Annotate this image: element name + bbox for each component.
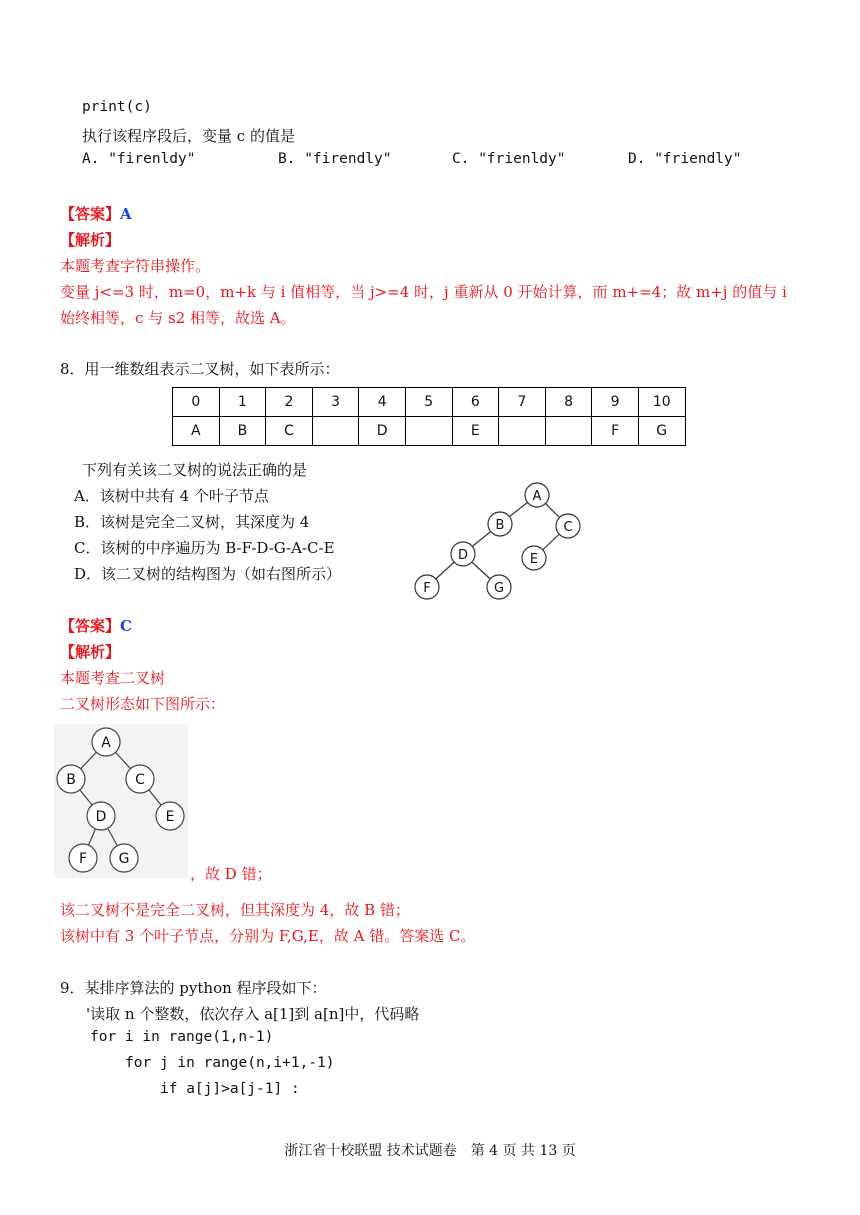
tree-diagram-analysis xyxy=(54,724,188,878)
answer-value: C xyxy=(120,617,132,635)
table-row-values xyxy=(173,417,686,446)
answer-tag: 【答案】 xyxy=(60,205,121,223)
tree-node-label: E xyxy=(165,809,175,825)
q8-option-d: D．该二叉树的结构图为（如右图所示） xyxy=(74,565,342,583)
q9-code-line-for-i: for i in range(1,n-1) xyxy=(90,1029,274,1045)
q8-stem: 下列有关该二叉树的说法正确的是 xyxy=(82,461,308,479)
q8-option-b: B．该树是完全二叉树，其深度为 4 xyxy=(74,513,310,531)
table-cell: F xyxy=(592,417,639,446)
tree-node-label: C xyxy=(563,520,573,535)
table-cell: B xyxy=(219,417,266,446)
q9-code-line-for-j: for j in range(n,i+1,-1) xyxy=(125,1055,335,1071)
tree-node-label: B xyxy=(495,518,505,533)
q7-option-d: D. "friendly" xyxy=(628,151,742,167)
tree-node-label: D xyxy=(95,809,107,825)
tree-node-label: D xyxy=(457,548,469,563)
answer-tag: 【答案】 xyxy=(60,617,121,635)
page-footer: 浙江省十校联盟 技术试题卷 第 4 页 共 13 页 xyxy=(284,1143,576,1159)
q8-title: 8．用一维数组表示二叉树，如下表所示： xyxy=(60,360,340,378)
q7-analysis-line-3: 始终相等，c 与 s2 相等，故选 A。 xyxy=(60,309,296,327)
table-cell xyxy=(545,417,592,446)
q7-answer xyxy=(60,203,132,224)
tree-node-label: G xyxy=(118,851,130,867)
q8-after-figure-text: ，故 D 错； xyxy=(190,865,272,883)
tree-node-label: E xyxy=(529,552,539,567)
table-cell: E xyxy=(452,417,499,446)
array-table xyxy=(172,387,686,446)
answer-value: A xyxy=(120,205,132,223)
q9-title: 9．某排序算法的 python 程序段如下： xyxy=(60,979,327,997)
tree-node-label: A xyxy=(101,735,111,751)
tree-diagram-question xyxy=(400,476,600,606)
q7-option-b: B. "firendly" xyxy=(278,151,392,167)
table-cell: 1 xyxy=(219,388,266,417)
q7-analysis-line-1: 本题考查字符串操作。 xyxy=(60,257,211,275)
table-row-indices xyxy=(173,388,686,417)
q7-analysis-tag: 【解析】 xyxy=(60,231,121,249)
table-cell: 4 xyxy=(359,388,406,417)
table-cell xyxy=(312,417,359,446)
q7-option-a: A. "firenldy" xyxy=(82,151,196,167)
tree-node-label: G xyxy=(493,581,505,596)
table-cell: 5 xyxy=(405,388,452,417)
q8-answer xyxy=(60,615,132,636)
q8-analysis-line-2: 二叉树形态如下图所示： xyxy=(60,695,226,713)
table-cell: C xyxy=(266,417,313,446)
table-cell: 7 xyxy=(499,388,546,417)
q7-stem: 执行该程序段后，变量 c 的值是 xyxy=(82,127,295,145)
q7-option-c: C. "frienldy" xyxy=(452,151,566,167)
q8-analysis-line-1: 本题考查二叉树 xyxy=(60,669,166,687)
table-cell: 10 xyxy=(638,388,685,417)
code-line-print: print(c) xyxy=(82,99,152,115)
q9-code-comment: '读取 n 个整数，依次存入 a[1]到 a[n]中，代码略 xyxy=(86,1005,420,1023)
tree-node-label: C xyxy=(135,772,145,788)
tree-node-label: A xyxy=(532,489,542,504)
q8-option-a: A．该树中共有 4 个叶子节点 xyxy=(74,487,269,505)
q9-code-line-if: if a[j]>a[j-1] : xyxy=(160,1081,300,1097)
table-cell: 8 xyxy=(545,388,592,417)
tree-node-label: B xyxy=(66,772,76,788)
tree-node-label: F xyxy=(423,581,431,596)
q8-conclusion-line-2: 该树中有 3 个叶子节点，分别为 F,G,E，故 A 错。答案选 C。 xyxy=(60,927,476,945)
q8-analysis-tag: 【解析】 xyxy=(60,643,121,661)
tree-node-label: F xyxy=(78,851,88,867)
table-cell: 3 xyxy=(312,388,359,417)
table-cell: 2 xyxy=(266,388,313,417)
table-cell: D xyxy=(359,417,406,446)
q8-option-c: C．该树的中序遍历为 B-F-D-G-A-C-E xyxy=(74,539,335,557)
table-cell xyxy=(499,417,546,446)
table-cell xyxy=(405,417,452,446)
q7-analysis-line-2: 变量 j<=3 时，m=0，m+k 与 i 值相等，当 j>=4 时，j 重新从 0 开始计算，而 m+=4；故 m+j 的值与 i xyxy=(60,283,787,301)
table-cell: 6 xyxy=(452,388,499,417)
table-cell: G xyxy=(638,417,685,446)
q8-conclusion-line-1: 该二叉树不是完全二叉树，但其深度为 4，故 B 错； xyxy=(60,901,410,919)
table-cell: 0 xyxy=(173,388,220,417)
table-cell: A xyxy=(173,417,220,446)
table-cell: 9 xyxy=(592,388,639,417)
